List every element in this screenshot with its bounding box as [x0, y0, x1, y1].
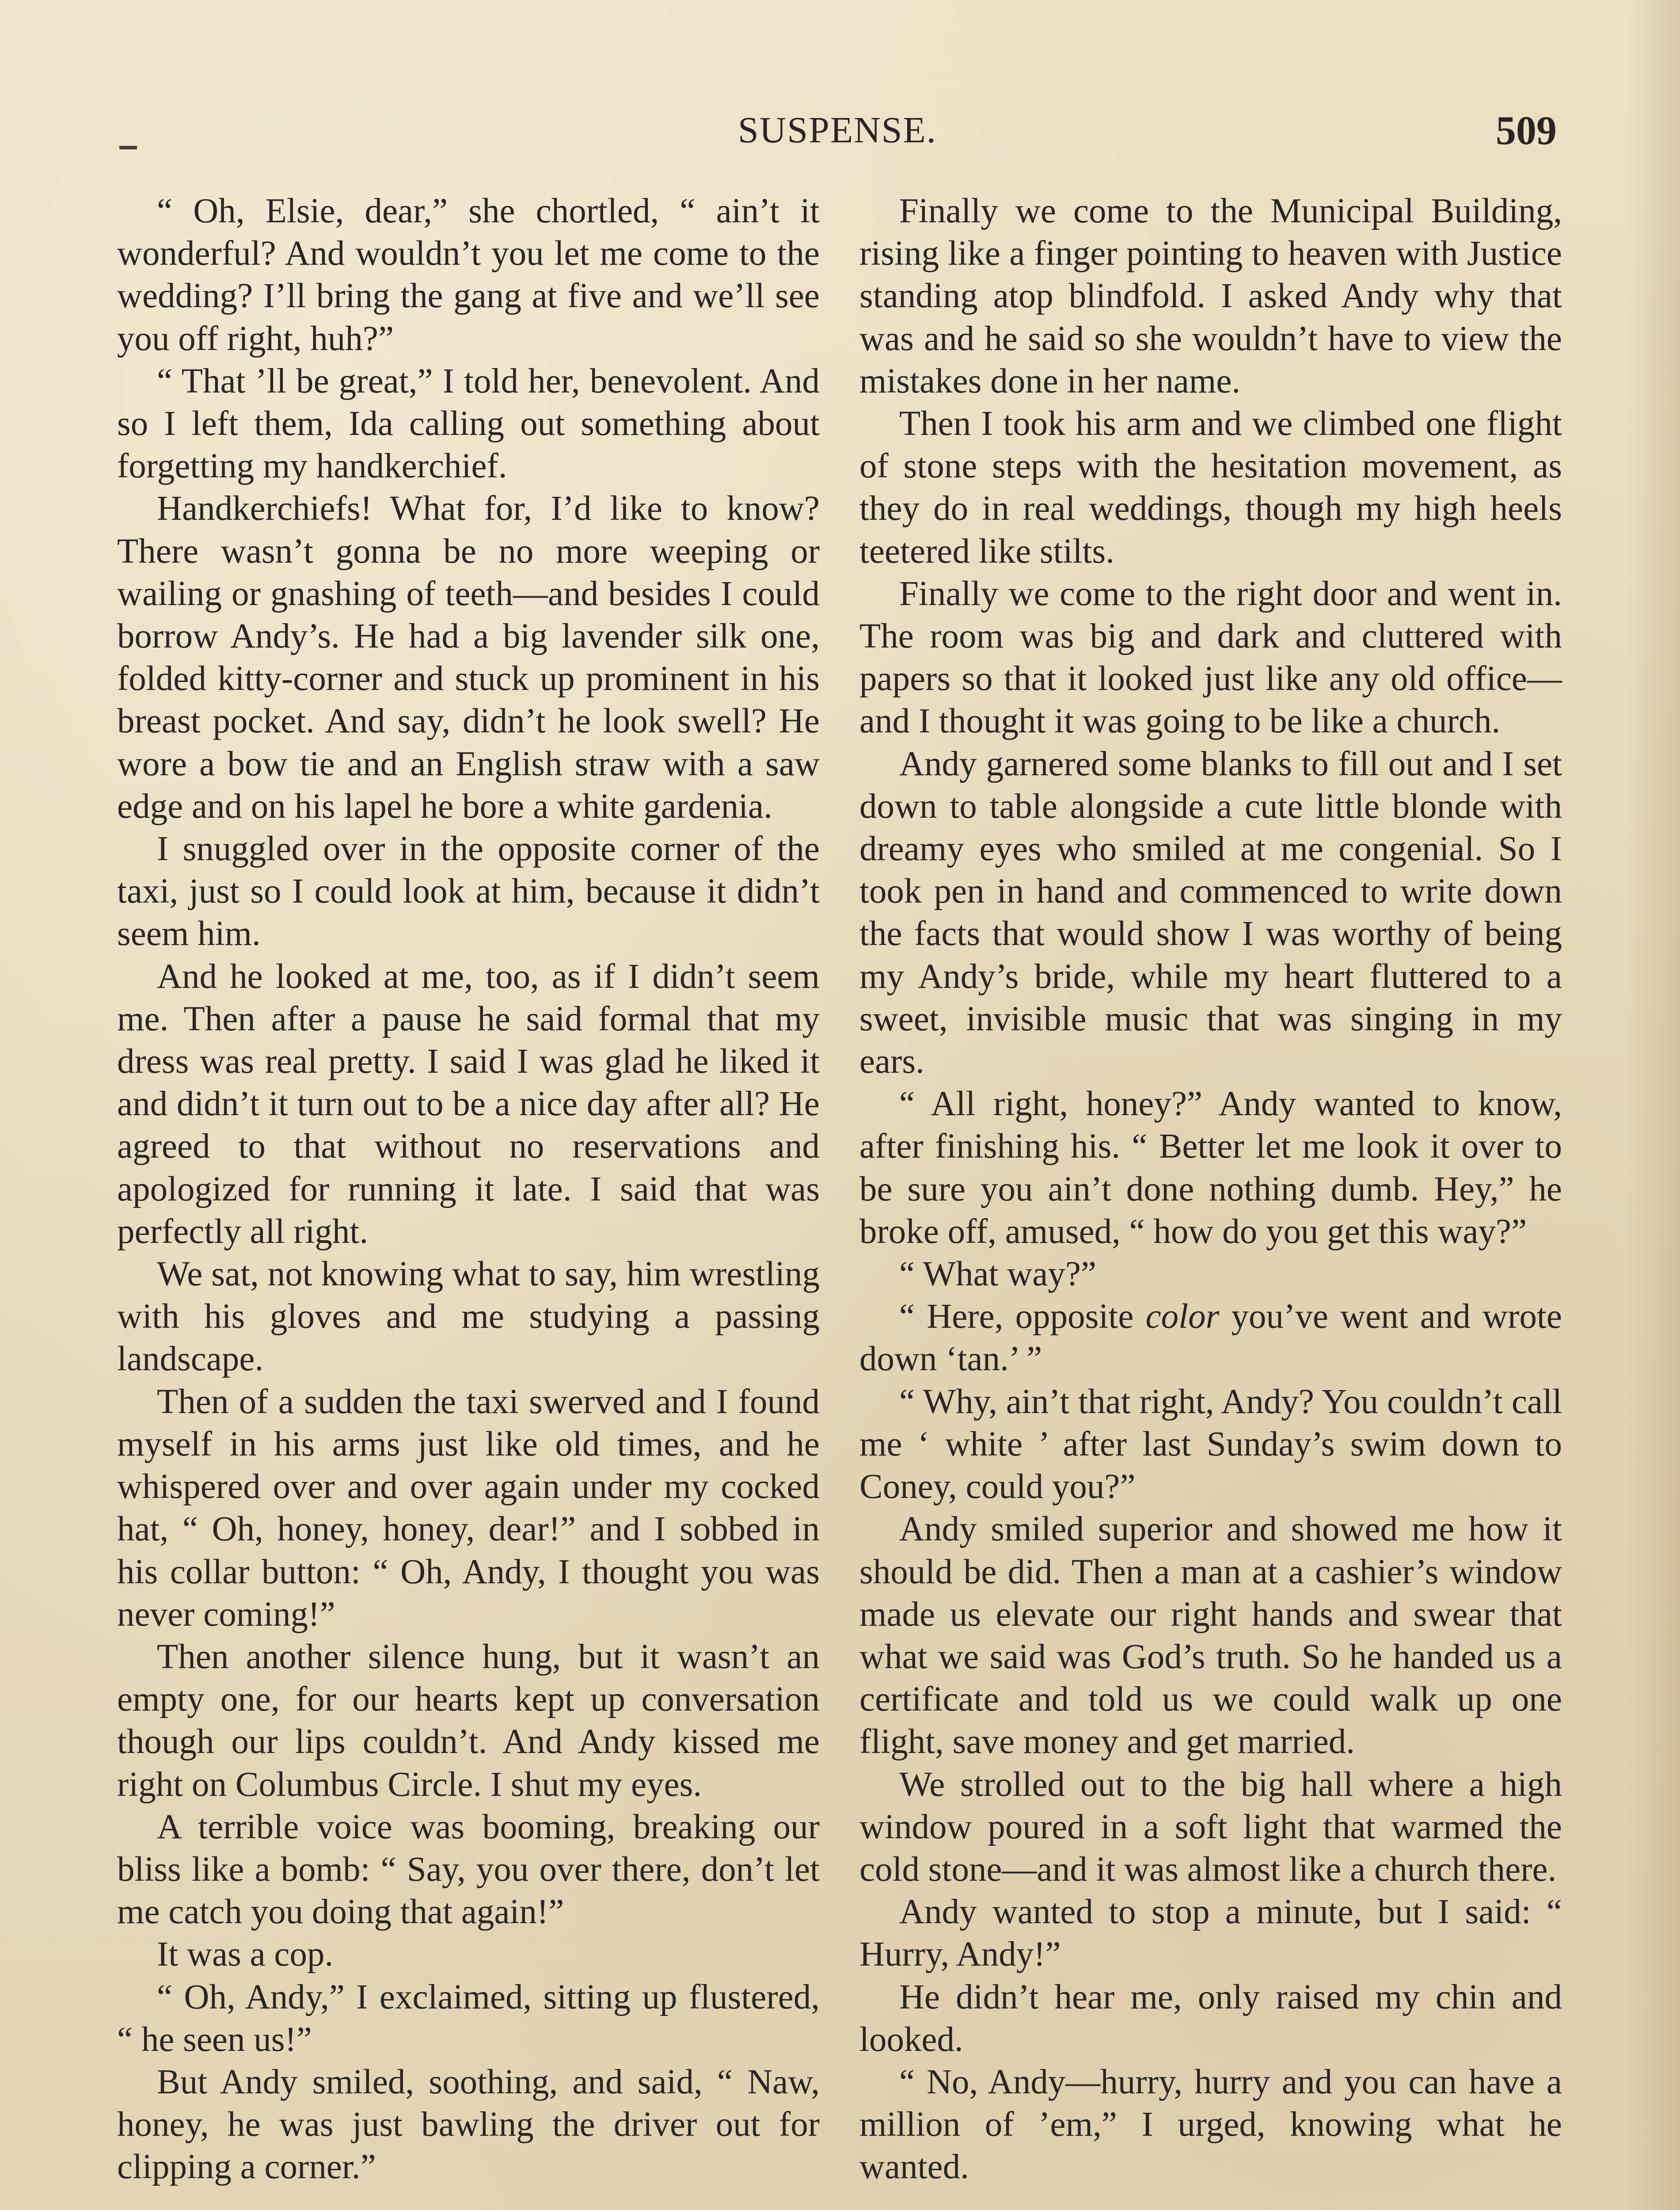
paragraph: Handkerchiefs! What for, I’d like to know? There wasn’t gonna be no more weeping or wailing or gnashing of teeth—and besides I could borrow Andy’s. He had a big lavender silk one, folded kitty-corner and stuck up prominent in his breast pocket. And say, didn’t he look swell? He wore a bow tie and an English straw with a saw edge and on his lapel he bore a white gardenia.: [117, 489, 820, 826]
paragraph: “ That ’ll be great,” I told her, benevolent. And so I left them, Ida calling out something about forgetting my handkerchief.: [117, 362, 820, 486]
paragraph: I snuggled over in the opposite corner of the taxi, just so I could look at him, because it didn’t seem him.: [117, 830, 820, 953]
paragraph: He didn’t hear me, only raised my chin and looked.: [859, 1978, 1562, 2059]
paragraph: “ Here, opposite color you’ve went and wrote down ‘tan.’ ”: [859, 1297, 1562, 1379]
paragraph: Finally we come to the Municipal Building, rising like a finger pointing to heaven with Justice standing atop blindfold. I asked Andy why that was and he said so she wouldn’t have to view the mistakes done in her name.: [859, 192, 1562, 400]
print-mark: [119, 146, 137, 149]
text-column-left: [117, 190, 820, 2189]
paragraph: “ Oh, Elsie, dear,” she chortled, “ ain’t it wonderful? And wouldn’t you let me come to the wedding? I’ll bring the gang at five and we’ll see you off right, huh?”: [117, 192, 820, 358]
paragraph: We strolled out to the big hall where a high window poured in a soft light that warmed the cold stone—and it was almost like a church there.: [859, 1765, 1562, 1889]
paragraph: “ Why, ain’t that right, Andy? You couldn’t call me ‘ white ’ after last Sunday’s swim down to Coney, could you?”: [859, 1382, 1562, 1506]
paragraph: A terrible voice was booming, breaking our bliss like a bomb: “ Say, you over there, don’t let me catch you doing that again!”: [117, 1807, 820, 1932]
paragraph: And he looked at me, too, as if I didn’t seem me. Then after a pause he said formal that my dress was real pretty. I said I was glad he liked it and didn’t it turn out to be a nice day after all? He agreed to that without no reservations and apologized for running it late. I said that was perfectly all right.: [117, 957, 820, 1251]
paragraph: “ No, Andy—hurry, hurry and you can have a million of ’em,” I urged, knowing what he wanted.: [859, 2062, 1562, 2187]
emphasis: color: [1145, 1297, 1220, 1336]
paragraph: Then of a sudden the taxi swerved and I found myself in his arms just like old times, and he whispered over and over again under my cocked hat, “ Oh, honey, honey, dear!” and I sobbed in his collar button: “ Oh, Andy, I thought you was never coming!”: [117, 1382, 820, 1634]
paragraph: But Andy smiled, soothing, and said, “ Naw, honey, he was just bawling the driver out for clipping a corner.”: [117, 2062, 820, 2187]
paragraph: Andy wanted to stop a minute, but I said: “ Hurry, Andy!”: [859, 1893, 1562, 1974]
text-column-right: [859, 190, 1562, 2189]
paragraph: Then I took his arm and we climbed one flight of stone steps with the hesitation movement, as they do in real weddings, though my high heels teetered like stilts.: [859, 404, 1562, 571]
running-title: SUSPENSE.: [738, 110, 937, 151]
page-edge-shading: [1627, 0, 1680, 2210]
paragraph: We sat, not knowing what to say, him wrestling with his gloves and me studying a passing landscape.: [117, 1255, 820, 1379]
paragraph: “ Oh, Andy,” I exclaimed, sitting up flustered, “ he seen us!”: [117, 1978, 820, 2059]
paragraph: Finally we come to the right door and went in. The room was big and dark and cluttered with papers so that it looked just like any old office—and I thought it was going to be like a church.: [859, 574, 1562, 741]
paragraph: Andy garnered some blanks to fill out and I set down to table alongside a cute little blonde with dreamy eyes who smiled at me congenial. So I took pen in hand and commenced to write down the facts that would show I was worthy of being my Andy’s bride, while my heart fluttered to a sweet, invisible music that was singing in my ears.: [859, 744, 1562, 1081]
paragraph: “ All right, honey?” Andy wanted to know, after finishing his. “ Better let me look it over to be sure you ain’t done nothing dumb. Hey,” he broke off, amused, “ how do you get this way?”: [859, 1085, 1562, 1251]
page-number: 509: [1496, 108, 1557, 153]
paragraph: “ What way?”: [899, 1255, 1096, 1294]
running-head: [0, 106, 1680, 155]
paragraph: Then another silence hung, but it wasn’t an empty one, for our hearts kept up conversation though our lips couldn’t. And Andy kissed me right on Columbus Circle. I shut my eyes.: [117, 1637, 820, 1804]
paragraph: It was a cop.: [157, 1935, 334, 1974]
paragraph: Andy smiled superior and showed me how it should be did. Then a man at a cashier’s window made us elevate our right hands and swear that what we said was God’s truth. So he handed us a certificate and told us we could walk up one flight, save money and get married.: [859, 1510, 1562, 1761]
